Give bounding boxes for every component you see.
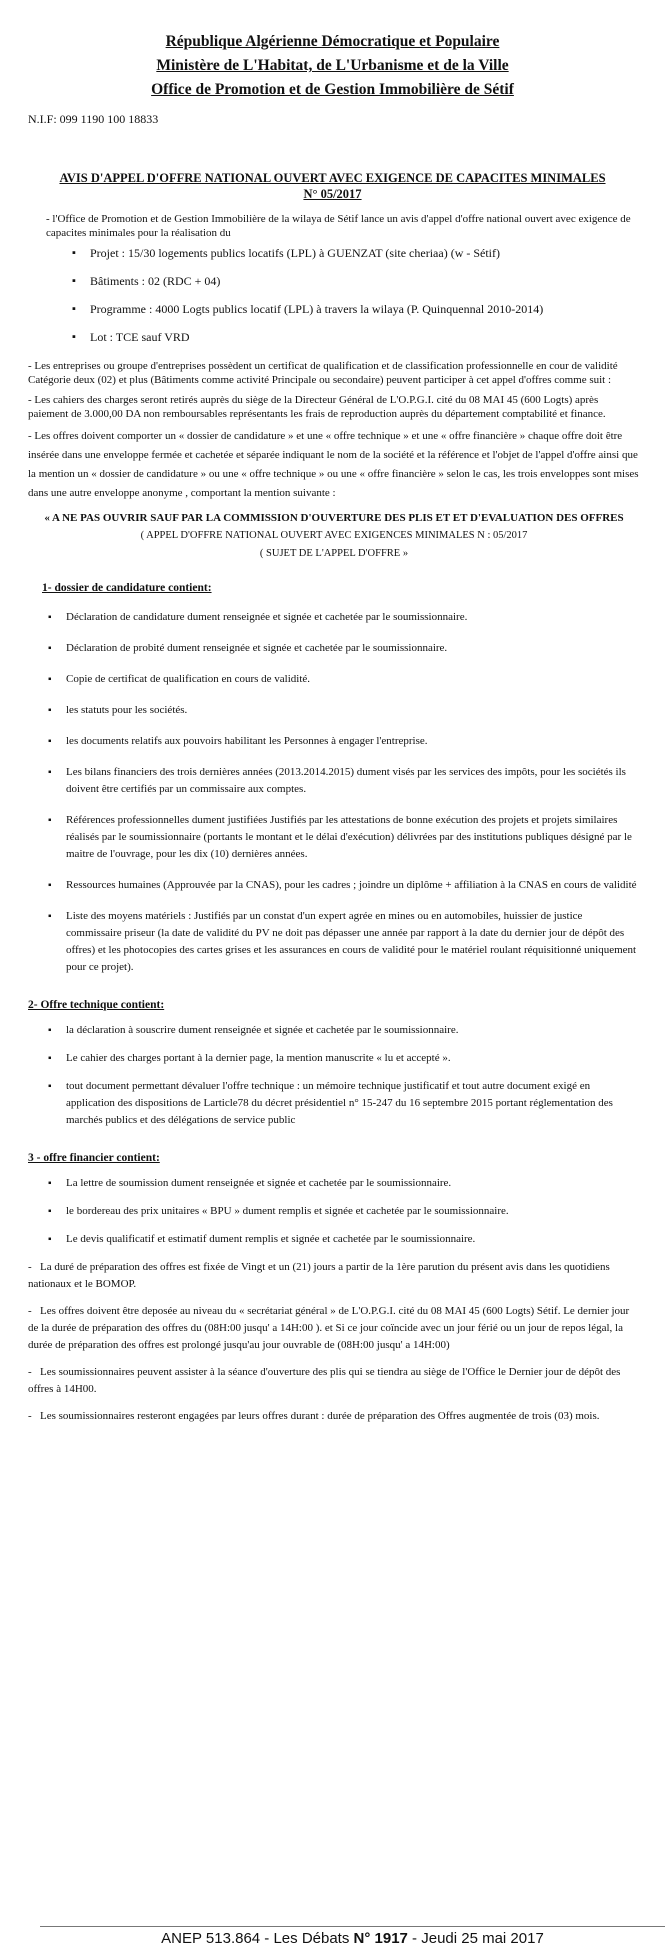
list-item: ▪ Ressources humaines (Approuvée par la CNAS), pour les cadres ; joindre un diplôme + affiliation à la CNAS en cours de validité bbox=[48, 877, 640, 894]
section3-list bbox=[48, 1175, 640, 1248]
notice-number: N° 05/2017 bbox=[303, 187, 362, 201]
offers-paragraph: - Les offres doivent comporter un « dossier de candidature » et une « offre technique » et une « offre financière » chaque offre doit être insérée dans une enveloppe fermée et cachetée et séparée indiquant le nom de la société et la référence et l'objet de l'appel d'offre ainsi que la mention un « dossier de candidature » ou une « offre technique » ou une « offre financière » selon le cas, les trois enveloppes sont mises dans une autre enveloppe anonyme , comportant la mention suivante : bbox=[28, 430, 639, 499]
document-body bbox=[28, 212, 640, 1435]
dash-paragraph: - Les offres doivent être deposée au niveau du « secrétariat général » de L'O.P.G.I. cité du 08 MAI 45 (600 Logts) Sétif. Le dernier jour de la durée de préparation des offres du (08H:00 jusqu' a 14H:00 ). et Si ce jour coïncide avec un jour férié ou un jour de repos légal, la durée de préparation des offres est prolongé jusqu'au jour ouvrable de (08H:00 jusqu' a 14H:00) bbox=[28, 1305, 630, 1351]
envelope-mention-line2: ( APPEL D'OFFRE NATIONAL OUVERT AVEC EXIGENCES MINIMALES N : 05/2017 bbox=[140, 530, 528, 541]
project-items bbox=[72, 246, 640, 345]
envelope-mention bbox=[28, 509, 640, 563]
dash-paragraph-text: Les soumissionnaires resteront engagées par leurs offres durant : durée de préparation des Offres augmentée de trois (03) mois. bbox=[40, 1410, 600, 1422]
section3-title: 3 - offre financier contient: bbox=[28, 1152, 160, 1164]
header-office: Office de Promotion et de Gestion Immobilière de Sétif bbox=[151, 81, 514, 98]
dash-paragraph: - La duré de préparation des offres est fixée de Vingt et un (21) jours a partir de la 1ère parution du présent avis dans les quotidiens nationaux et le BOMOP. bbox=[28, 1261, 610, 1290]
list-item: ▪ les statuts pour les sociétés. bbox=[48, 702, 640, 719]
list-item: ▪ Le devis qualificatif et estimatif dument remplis et signée et cachetée par le soumissionnaire. bbox=[48, 1231, 640, 1248]
eligibility-paragraph: - Les entreprises ou groupe d'entreprises possèdent un certificat de qualification et de classification professionnelle en cour de validité Catégorie deux (02) et plus (Bâtiments comme activité Principale ou secondaire) peuvent participer à cet appel d'offres comme suit : bbox=[28, 360, 618, 386]
header-republic: République Algérienne Démocratique et Populaire bbox=[165, 33, 500, 50]
list-item: ▪ le bordereau des prix unitaires « BPU » dument remplis et signée et cachetée par le soumissionnaire. bbox=[48, 1203, 640, 1220]
envelope-mention-line1: « A NE PAS OUVRIR SAUF PAR LA COMMISSION D'OUVERTURE DES PLIS ET ET D'EVALUATION DES OFFRES bbox=[44, 512, 624, 524]
list-item: ▪ Les bilans financiers des trois dernières années (2013.2014.2015) dument visés par les services des impôts, pour les sociétés ils doivent être certifiés par un commissaire aux comptes. bbox=[48, 764, 640, 798]
list-item: ▪ La lettre de soumission dument renseignée et signée et cachetée par le soumissionnaire. bbox=[48, 1175, 640, 1192]
notice-title-text: AVIS D'APPEL D'OFFRE NATIONAL OUVERT AVEC EXIGENCE DE CAPACITES MINIMALES bbox=[59, 171, 606, 185]
envelope-mention-line3: ( SUJET DE L'APPEL D'OFFRE » bbox=[259, 548, 409, 559]
header-ministry: Ministère de L'Habitat, de L'Urbanisme et de la Ville bbox=[156, 57, 509, 74]
list-item: ▪ les documents relatifs aux pouvoirs habilitant les Personnes à engager l'entreprise. bbox=[48, 733, 640, 750]
dash-paragraph-text: Les soumissionnaires peuvent assister à la séance d'ouverture des plis qui se tiendra au siège de l'Office le Dernier jour de dépôt des offres à 14H00. bbox=[28, 1366, 621, 1395]
document-header bbox=[0, 30, 665, 102]
list-item: ▪ Déclaration de candidature dument renseignée et signée et cachetée par le soumissionnaire. bbox=[48, 609, 640, 626]
section2-title: 2- Offre technique contient: bbox=[28, 999, 165, 1011]
list-item: ▪ Déclaration de probité dument renseignée et signée et cachetée par le soumissionnaire. bbox=[48, 640, 640, 657]
nif-number: N.I.F: 099 1190 100 18833 bbox=[28, 112, 159, 126]
list-item: ▪ Liste des moyens matériels : Justifiés par un constat d'un expert agrée en mines ou en automobiles, huissier de justice commissaire priseur (la date de validité du PV ne doit pas dépasser une année par rapport à la date du dernier jour de dépôt des offres) et les photocopies des cartes grises et les assurances en cours de validité pour le matériel roulant réquisitionné uniquement pour ce projet). bbox=[48, 908, 640, 976]
footer-issue-number: N° 1917 bbox=[353, 1930, 408, 1947]
list-item: ▪ Le cahier des charges portant à la dernier page, la mention manuscrite « lu et accepté ». bbox=[48, 1050, 640, 1067]
list-item: ▪ Références professionnelles dument justifiées Justifiés par les attestations de bonne exécution des projets et projets similaires réalisés par le soumissionnaire (portants le montant et le délai d'exécution) délivrées par des institutions publiques désigné par le maitre de l'ouvrage, pour les dix (10) dernières années. bbox=[48, 812, 640, 863]
specifications-paragraph: - Les cahiers des charges seront retirés auprès du siège de la Directeur Général de L'O.P.G.I. cité du 08 MAI 45 (600 Logts) après paiement de 3.000,00 DA non remboursables représentants les frais de reproduction auprès du département comptabilité et finance. bbox=[28, 394, 606, 420]
dash-paragraph-text: La duré de préparation des offres est fixée de Vingt et un (21) jours a partir de la 1ère parution du présent avis dans les quotidiens nationaux et le BOMOP. bbox=[28, 1261, 610, 1290]
notice-title bbox=[0, 170, 665, 202]
dash-paragraph: - Les soumissionnaires peuvent assister à la séance d'ouverture des plis qui se tiendra au siège de l'Office le Dernier jour de dépôt des offres à 14H00. bbox=[28, 1366, 621, 1395]
dash-paragraph: - Les soumissionnaires resteront engagées par leurs offres durant : durée de préparation des Offres augmentée de trois (03) mois. bbox=[28, 1410, 600, 1422]
intro-paragraph: - l'Office de Promotion et de Gestion Immobilière de la wilaya de Sétif lance un avis d'appel d'offre national ouvert avec exigence de capacites minimales pour la réalisation du bbox=[46, 213, 631, 239]
section1-title: 1- dossier de candidature contient: bbox=[42, 582, 212, 594]
list-item: ▪ tout document permettant dévaluer l'offre technique : un mémoire technique justificatif et tout autre document exigé en application des dispositions de Larticle78 du décret présidentiel n° 15-247 du 16 septembre 2015 portant réglementation des marchés publics et des délégations de service public bbox=[48, 1078, 640, 1129]
project-item: ▪ Lot : TCE sauf VRD bbox=[72, 330, 640, 345]
project-item: ▪ Projet : 15/30 logements publics locatifs (LPL) à GUENZAT (site cheriaa) (w - Sétif) bbox=[72, 246, 640, 261]
publication-footer bbox=[40, 1926, 665, 1948]
footer-date: - Jeudi 25 mai 2017 bbox=[407, 1930, 544, 1947]
project-item: ▪ Bâtiments : 02 (RDC + 04) bbox=[72, 274, 640, 289]
project-item: ▪ Programme : 4000 Logts publics locatif (LPL) à travers la wilaya (P. Quinquennal 2010-2014) bbox=[72, 302, 640, 317]
footer-prefix: ANEP 513.864 - Les Débats bbox=[161, 1930, 354, 1947]
section2-list bbox=[48, 1022, 640, 1129]
list-item: ▪ la déclaration à souscrire dument renseignée et signée et cachetée par le soumissionnaire. bbox=[48, 1022, 640, 1039]
dash-paragraph-text: Les offres doivent être deposée au niveau du « secrétariat général » de L'O.P.G.I. cité du 08 MAI 45 (600 Logts) Sétif. Le dernier jour de la durée de préparation des offres du (08H:00 jusqu' a 14H:00 ). et Si ce jour coïncide avec un jour férié ou un jour de repos légal, la durée de préparation des offres est prolongé jusqu'au jour ouvrable de (08H:00 jusqu' a 14H:00) bbox=[28, 1305, 630, 1351]
section1-list bbox=[48, 609, 640, 976]
list-item: ▪ Copie de certificat de qualification en cours de validité. bbox=[48, 671, 640, 688]
